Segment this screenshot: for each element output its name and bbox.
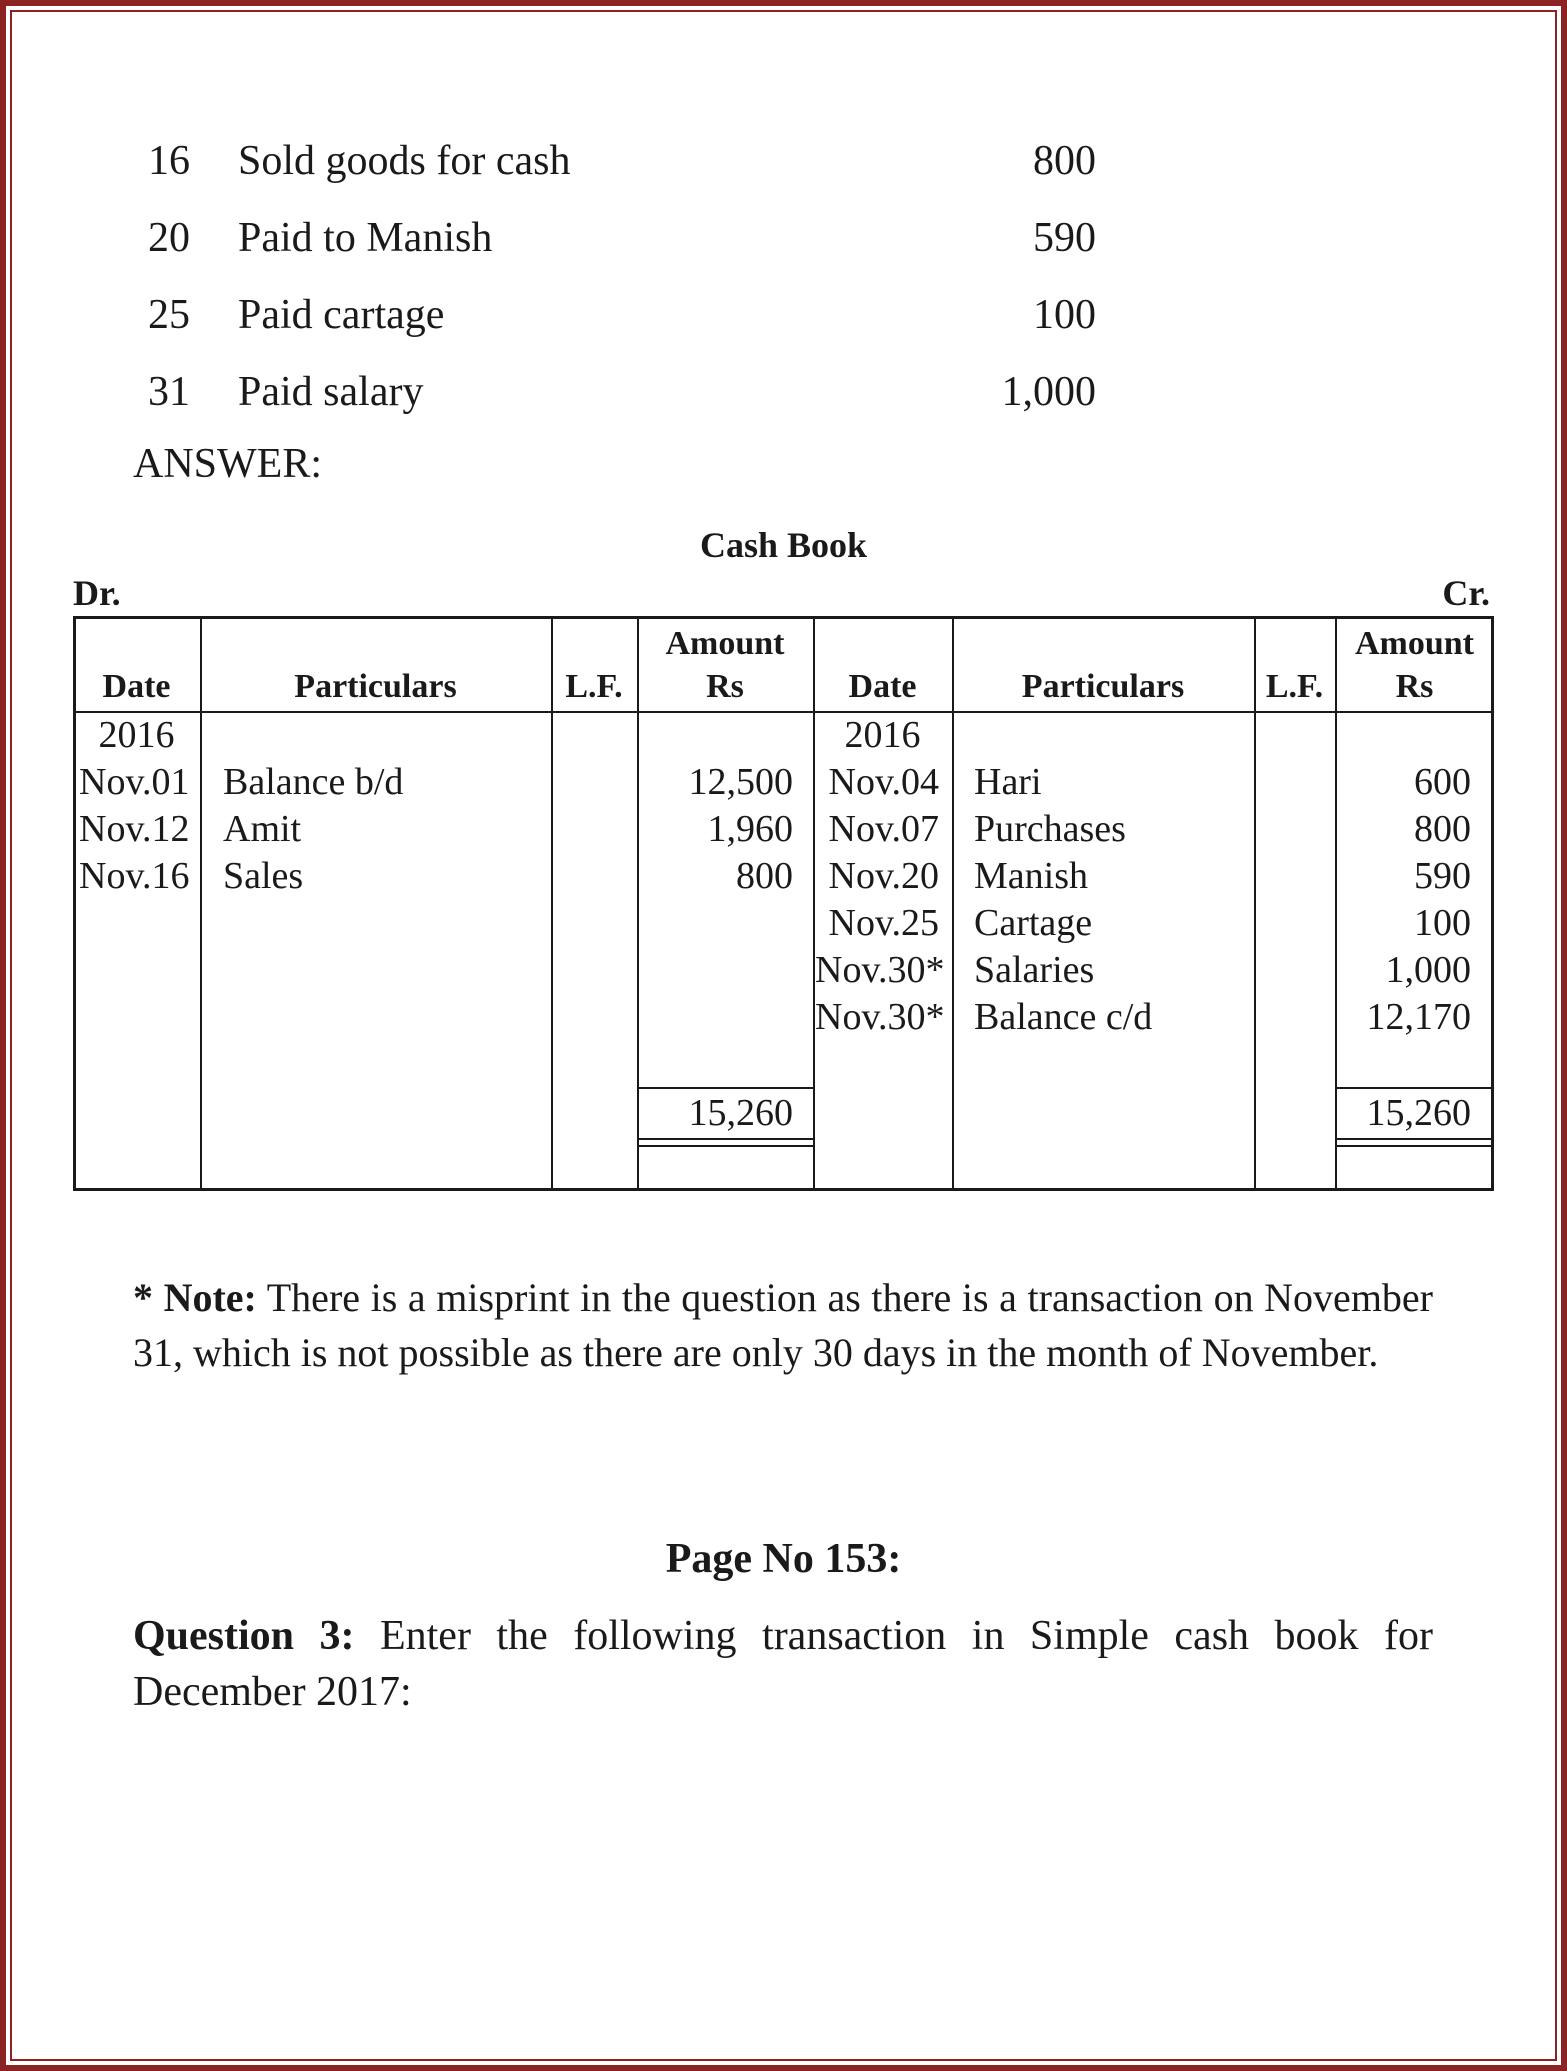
transaction-amount: 590 [1033, 215, 1096, 261]
total-rule-double [1335, 1138, 1494, 1140]
total-rule-top [1335, 1087, 1494, 1089]
header-rs-cr: Rs [1395, 668, 1434, 705]
total-rule-double [637, 1138, 813, 1140]
debit-amount: 1,960 [707, 808, 793, 850]
transaction-amount: 800 [1033, 138, 1096, 184]
credit-amount: 800 [1414, 808, 1471, 850]
credit-amount: 100 [1414, 902, 1471, 944]
question-paragraph [133, 1608, 1433, 1720]
credit-amount: 590 [1414, 855, 1471, 897]
transaction-day: 31 [148, 369, 190, 415]
header-lf-dr: L.F. [565, 668, 623, 705]
debit-particulars: Amit [223, 808, 302, 850]
credit-particulars: Hari [974, 761, 1042, 803]
credit-amount: 1,000 [1385, 949, 1471, 991]
debit-amount: 800 [736, 855, 793, 897]
credit-particulars: Salaries [974, 949, 1095, 991]
credit-particulars: Cartage [974, 902, 1093, 944]
credit-date: Nov.25 [828, 902, 939, 944]
credit-date: Nov.20 [828, 855, 939, 897]
page-number-heading: Page No 153: [665, 1536, 902, 1582]
question-label: Question 3: [133, 1613, 355, 1659]
transaction-amount: 1,000 [1001, 369, 1096, 415]
note-paragraph [133, 1270, 1433, 1380]
credit-particulars: Manish [974, 855, 1088, 897]
debit-particulars: Balance b/d [223, 761, 404, 803]
year-cr: 2016 [844, 714, 921, 756]
header-particulars-dr: Particulars [294, 668, 457, 705]
note-label: * Note: [133, 1275, 257, 1320]
transaction-description: Sold goods for cash [238, 138, 571, 184]
header-amount-dr: Amount [665, 625, 785, 662]
transaction-day: 16 [148, 138, 190, 184]
transaction-description: Paid cartage [238, 292, 445, 338]
note-text: There is a misprint in the question as there is a transaction on November 31, which is not possible as there are only 30 days in the month of November. [133, 1275, 1434, 1375]
header-date-cr: Date [848, 668, 917, 705]
header-rule [73, 711, 1494, 713]
total-rule-double [637, 1145, 813, 1147]
debit-side-label: Dr. [73, 573, 121, 613]
debit-date: Nov.16 [79, 855, 190, 897]
cash-book-title: Cash Book [699, 525, 868, 565]
header-lf-cr: L.F. [1265, 668, 1324, 705]
credit-date: Nov.07 [828, 808, 939, 850]
question-text: Enter the following transaction in Simple cash book for December 2017: [133, 1613, 1433, 1715]
credit-amount: 600 [1414, 761, 1471, 803]
transaction-day: 20 [148, 215, 190, 261]
transaction-description: Paid salary [238, 369, 424, 415]
debit-total: 15,260 [688, 1092, 793, 1134]
header-particulars-cr: Particulars [1021, 668, 1185, 705]
credit-date: Nov.30* [815, 996, 945, 1038]
debit-date: Nov.12 [79, 808, 190, 850]
header-date-dr: Date [102, 668, 171, 705]
transaction-amount: 100 [1033, 292, 1096, 338]
debit-amount: 12,500 [688, 761, 793, 803]
debit-date: Nov.01 [79, 761, 190, 803]
header-amount-cr: Amount [1354, 625, 1475, 662]
transaction-day: 25 [148, 292, 190, 338]
transaction-description: Paid to Manish [238, 215, 493, 261]
credit-particulars: Purchases [974, 808, 1126, 850]
answer-label: ANSWER: [133, 441, 322, 487]
credit-amount: 12,170 [1366, 996, 1471, 1038]
header-rs-dr: Rs [706, 668, 744, 705]
credit-total: 15,260 [1366, 1092, 1471, 1134]
debit-particulars: Sales [223, 855, 304, 897]
total-rule-double [1335, 1145, 1494, 1147]
credit-date: Nov.30* [815, 949, 945, 991]
credit-side-label: Cr. [1442, 573, 1490, 613]
total-rule-top [637, 1087, 813, 1089]
credit-date: Nov.04 [828, 761, 939, 803]
credit-particulars: Balance c/d [974, 996, 1153, 1038]
year-dr: 2016 [98, 714, 175, 756]
